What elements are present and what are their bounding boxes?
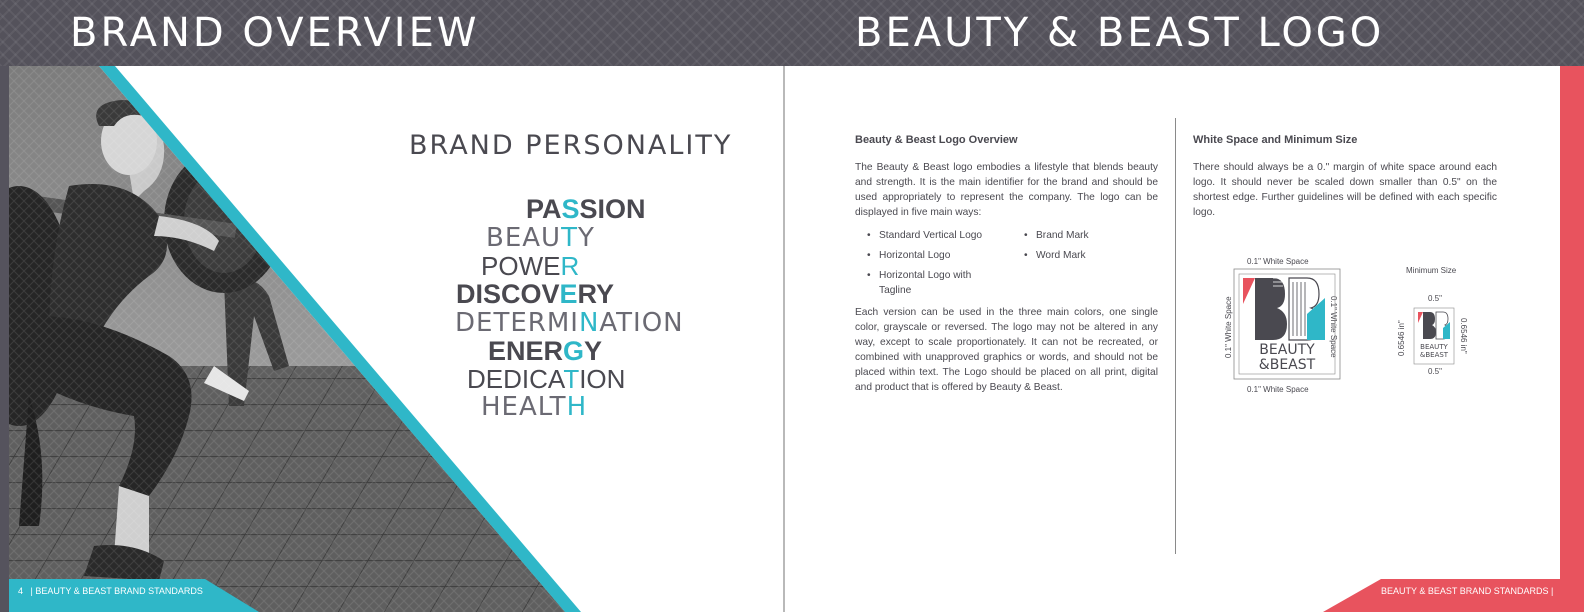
right-edge-accent (1560, 66, 1584, 612)
personality-word-passion: PASSION (526, 194, 646, 224)
logo-variants-list-2 (1022, 228, 1142, 268)
logo-overview-heading: Beauty & Beast Logo Overview (855, 134, 1018, 146)
list-item: • Word Mark (1022, 248, 1142, 263)
list-item: • Standard Vertical Logo (865, 228, 1005, 243)
footer-left-label: | BEAUTY & BEAST BRAND STANDARDS (30, 586, 203, 596)
white-space-body: There should always be a 0." margin of white space around each logo. It should never be scaled down smaller than 0.5" on the shortest edge. Further guidelines will be defined with each specific logo. (1193, 162, 1497, 218)
personality-word-discovery: DISCOVERY (456, 279, 615, 309)
min-size-bottom-label: 0.5" (1428, 367, 1442, 376)
min-size-right-label: 0.6546 in" (1459, 318, 1468, 354)
list-item: • Horizontal Logo (865, 248, 1005, 263)
minimum-size-title: Minimum Size (1406, 266, 1457, 275)
bb-logo-clearspace-diagram (1233, 268, 1341, 380)
white-space-label-top: 0.1" White Space (1247, 257, 1309, 266)
page-number-left: 4 (18, 586, 24, 596)
min-size-left-label: 0.6546 in" (1397, 320, 1406, 356)
personality-word-determination: DETERMINATION (455, 308, 684, 338)
personality-word-energy: ENERGY (488, 336, 603, 366)
personality-word-dedication: DEDICATION (467, 364, 626, 394)
list-item: • Horizontal Logo with Tagline (865, 268, 1005, 298)
right-page-title: BEAUTY & BEAST LOGO (855, 10, 1385, 56)
right-page (785, 66, 1560, 612)
personality-word-health: HEALTH (481, 392, 588, 422)
logo-overview-intro: The Beauty & Beast logo embodies a lifestyle that blends beauty and strength. It is the main identifier for the brand and should be used appropriately to represent the company. The logo can be displayed in five main ways: (855, 162, 1158, 218)
min-size-top-label: 0.5" (1428, 294, 1442, 303)
footer-right (1381, 586, 1566, 596)
left-page-title: BRAND OVERVIEW (70, 10, 480, 56)
bb-logo-mark (1243, 278, 1325, 340)
logo-usage-body: Each version can be used in the three main colors, one single color, grayscale or reversed. The logo may not be altered in any way, except to scale proportionately. It can not be recreated, or combined with unapproved graphics or words, and should not be placed within text. The Logo should be placed on all print, digital and product that is offered by Beauty & Beast. (855, 307, 1158, 393)
logo-word-beauty: BEAUTY (1259, 342, 1315, 358)
logo-word-beast: &BEAST (1258, 357, 1316, 373)
white-space-label-right: 0.1" White Space (1329, 296, 1338, 358)
logo-variants-list-1 (865, 228, 1005, 303)
personality-word-power: POWER (481, 251, 580, 281)
list-item: • Brand Mark (1022, 228, 1142, 243)
bb-logo-minimum-size (1412, 306, 1456, 366)
left-page (9, 66, 783, 612)
min-logo-word-beast: &BEAST (1419, 351, 1449, 359)
personality-word-beauty: BEAUTY (486, 223, 595, 253)
footer-right-label: BEAUTY & BEAST BRAND STANDARDS | (1381, 586, 1554, 596)
brand-personality-title: BRAND PERSONALITY (409, 130, 733, 161)
footer-left (18, 586, 203, 596)
min-logo-word-beauty: BEAUTY (1420, 343, 1448, 351)
column-divider (1175, 118, 1176, 554)
white-space-label-bottom: 0.1" White Space (1247, 385, 1309, 394)
white-space-heading: White Space and Minimum Size (1193, 134, 1358, 146)
white-space-label-left: 0.1" White Space (1224, 296, 1233, 358)
